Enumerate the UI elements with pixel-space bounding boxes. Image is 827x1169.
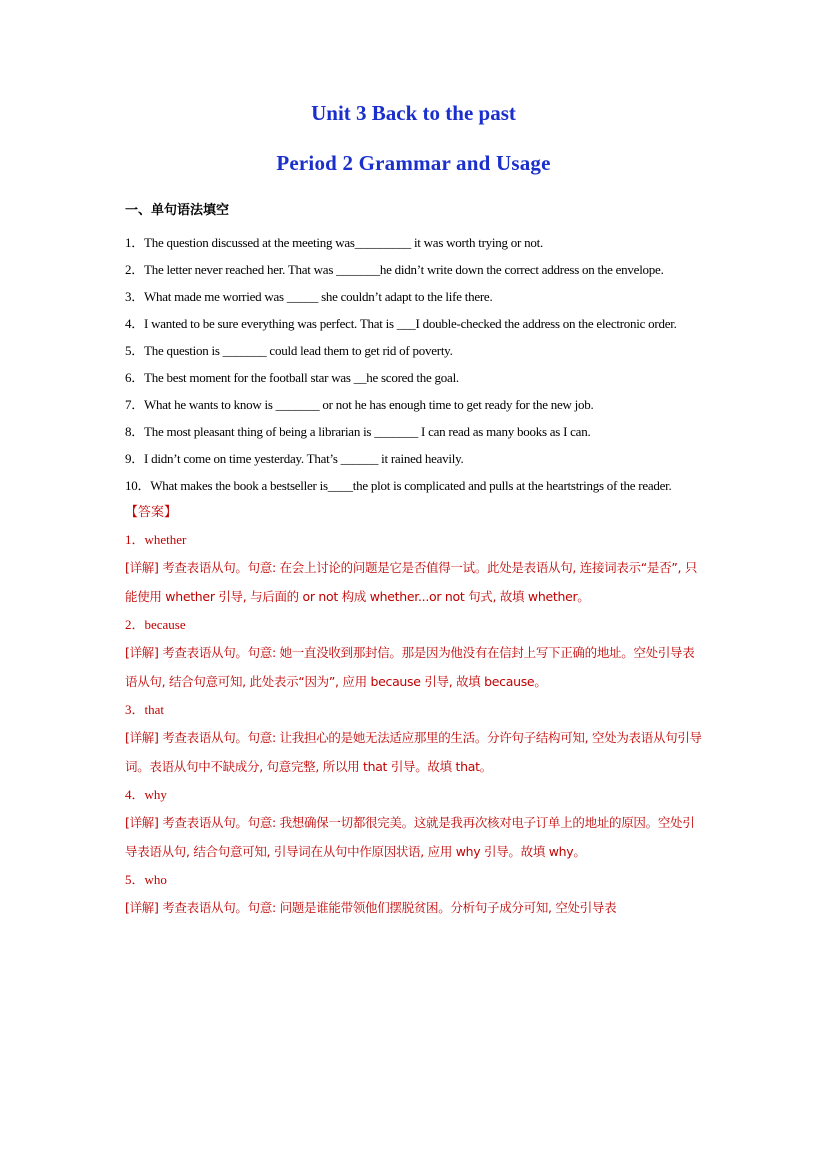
answer-item (125, 696, 705, 781)
answer-item (125, 781, 705, 866)
question-item: 2．The letter never reached her. That was _______he didn’t write down the correct address on the envelope. (125, 262, 664, 277)
answer-item (125, 611, 705, 696)
question-item: 5．The question is _______ could lead them to get rid of poverty. (125, 343, 453, 358)
answer-label: 1．whether (125, 532, 187, 547)
answer-label: 4．why (125, 787, 167, 802)
question-item: 7．What he wants to know is _______ or not he has enough time to get ready for the new job. (125, 397, 594, 412)
answer-explanation: [详解] 考查表语从句。句意: 她一直没收到那封信。那是因为他没有在信封上写下正确的地址。空处引导表语从句, 结合句意可知, 此处表示“因为”, 应用 because 引导, 故填 because。 (125, 645, 695, 689)
question-item: 8．The most pleasant thing of being a librarian is _______ I can read as many books as I can. (125, 424, 591, 439)
question-item: 6．The best moment for the football star was __he scored the goal. (125, 370, 459, 385)
answer-label: 5．who (125, 872, 167, 887)
answer-item (125, 866, 705, 923)
question-item: 4．I wanted to be sure everything was perfect. That is ___I double-checked the address on the electronic order. (125, 316, 677, 331)
section-heading: 一、单句语法填空 (125, 203, 230, 218)
question-item: 1．The question discussed at the meeting was_________ it was worth trying or not. (125, 235, 543, 250)
answer-heading: 【答案】 (125, 505, 178, 520)
answer-explanation: [详解] 考查表语从句。句意: 在会上讨论的问题是它是否值得一试。此处是表语从句, 连接词表示“是否”, 只能使用 whether 引导, 与后面的 or not 构成 whether...or not 句式, 故填 whether。 (125, 560, 698, 604)
answer-label: 3．that (125, 702, 164, 717)
period-title: Period 2 Grammar and Usage (276, 151, 551, 175)
question-item: 3．What made me worried was _____ she couldn’t adapt to the life there. (125, 289, 493, 304)
answer-explanation: [详解] 考查表语从句。句意: 问题是谁能带领他们摆脱贫困。分析句子成分可知, 空处引导表 (125, 900, 617, 915)
answer-label: 2．because (125, 617, 186, 632)
unit-title: Unit 3 Back to the past (311, 101, 516, 125)
answer-explanation: [详解] 考查表语从句。句意: 让我担心的是她无法适应那里的生活。分许句子结构可知, 空处为表语从句引导词。表语从句中不缺成分, 句意完整, 所以用 that 引导。故填 that。 (125, 730, 702, 774)
answer-item (125, 526, 705, 611)
answer-explanation: [详解] 考查表语从句。句意: 我想确保一切都很完美。这就是我再次核对电子订单上的地址的原因。空处引导表语从句, 结合句意可知, 引导词在从句中作原因状语, 应用 why 引导。故填 why。 (125, 815, 695, 859)
document-body (125, 201, 705, 923)
question-item: 10．What makes the book a bestseller is____the plot is complicated and pulls at the heartstrings of the reader. (125, 478, 672, 493)
question-list (125, 229, 705, 499)
question-item: 9．I didn’t come on time yesterday. That’s ______ it rained heavily. (125, 451, 464, 466)
answer-list (125, 526, 705, 923)
